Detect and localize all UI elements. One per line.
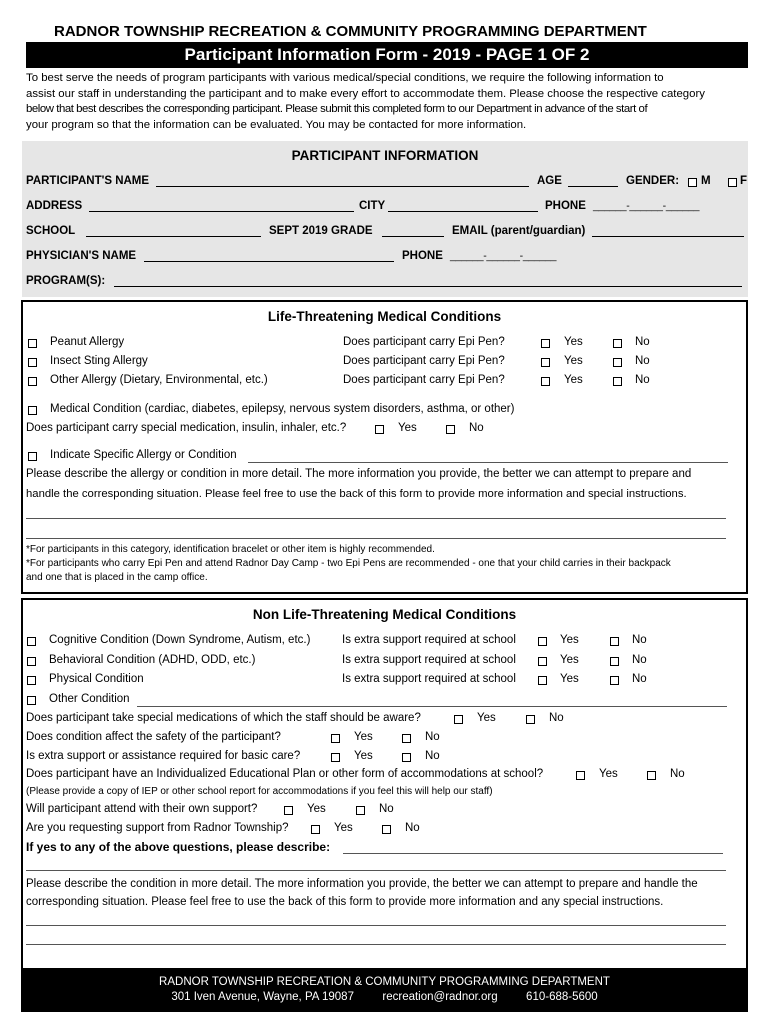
age-label: AGE <box>537 175 562 187</box>
indicate-field[interactable] <box>248 462 728 463</box>
note: and one that is placed in the camp office. <box>26 572 208 583</box>
epi-pen-question: Does participant carry Epi Pen? <box>343 374 505 386</box>
medical-condition-label: Medical Condition (cardiac, diabetes, epilepsy, nervous system disorders, asthma, or other) <box>50 403 515 415</box>
no-label: No <box>405 822 420 834</box>
describe-text: corresponding situation. Please feel free to use the back of this form to provide more information and any special instructions. <box>26 896 664 908</box>
support-question: Is extra support required at school <box>342 634 516 646</box>
no-label: No <box>425 731 440 743</box>
question-text: Is extra support or assistance required for basic care? <box>26 750 301 762</box>
condition-label: Physical Condition <box>49 673 144 685</box>
yes-label: Yes <box>564 374 583 386</box>
no-checkbox[interactable] <box>647 771 656 780</box>
life-threatening-section <box>21 300 748 594</box>
footer-department: RADNOR TOWNSHIP RECREATION & COMMUNITY PROGRAMMING DEPARTMENT <box>159 976 610 988</box>
other-condition-checkbox[interactable] <box>27 696 36 705</box>
no-checkbox[interactable] <box>526 715 535 724</box>
footer-contact <box>21 991 748 1003</box>
address-label: ADDRESS <box>26 200 83 212</box>
no-checkbox[interactable] <box>610 657 619 666</box>
no-label: No <box>469 422 484 434</box>
footer-address: 301 Iven Avenue, Wayne, PA 19087 <box>171 991 354 1003</box>
describe-field[interactable] <box>26 518 726 519</box>
participant-name-field[interactable] <box>156 175 529 187</box>
condition-label: Cognitive Condition (Down Syndrome, Autism, etc.) <box>49 634 311 646</box>
form-title: Participant Information Form - 2019 - PAGE 1 OF 2 <box>26 42 748 68</box>
no-label: No <box>635 336 650 348</box>
section-title: Life-Threatening Medical Conditions <box>267 309 502 324</box>
no-label: No <box>635 355 650 367</box>
support-question: Is extra support required at school <box>342 673 516 685</box>
yes-checkbox[interactable] <box>576 771 585 780</box>
no-label: No <box>549 712 564 724</box>
yes-checkbox[interactable] <box>454 715 463 724</box>
gender-f-checkbox[interactable] <box>728 178 737 187</box>
yes-label: Yes <box>354 750 373 762</box>
question-text: Will participant attend with their own support? <box>26 803 258 815</box>
epi-pen-question: Does participant carry Epi Pen? <box>343 336 505 348</box>
intro-line: To best serve the needs of program participants with various medical/special conditions, we require the following information to <box>26 72 664 84</box>
footer-email[interactable]: recreation@radnor.org <box>382 991 498 1003</box>
no-checkbox[interactable] <box>402 753 411 762</box>
no-label: No <box>635 374 650 386</box>
yes-checkbox[interactable] <box>538 676 547 685</box>
medication-question: Does participant carry special medication, insulin, inhaler, etc.? <box>26 422 347 434</box>
question-text: Does participant have an Individualized Educational Plan or other form of accommodations at school? <box>26 768 544 780</box>
support-question: Is extra support required at school <box>342 654 516 666</box>
yes-label: Yes <box>307 803 326 815</box>
question-text: Does participant take special medications of which the staff should be aware? <box>26 712 421 724</box>
yes-label: Yes <box>560 634 579 646</box>
yes-checkbox[interactable] <box>541 339 550 348</box>
no-label: No <box>632 634 647 646</box>
yes-label: Yes <box>564 355 583 367</box>
describe-text: handle the corresponding situation. Please feel free to use the back of this form to provide more information and special instructions. <box>26 488 687 500</box>
gender-label: GENDER: <box>626 175 680 187</box>
physician-field[interactable] <box>144 250 394 262</box>
insect-allergy-checkbox[interactable] <box>28 358 37 367</box>
no-checkbox[interactable] <box>613 377 622 386</box>
physician-label: PHYSICIAN'S NAME <box>26 250 137 262</box>
non-life-threatening-section <box>21 598 748 970</box>
yes-label: Yes <box>354 731 373 743</box>
yes-label: Yes <box>564 336 583 348</box>
yes-label: Yes <box>334 822 353 834</box>
physician-phone-label: PHONE <box>402 250 443 262</box>
describe-text: Please describe the condition in more detail. The more information you provide, the better we can attempt to prepare and handle the <box>26 878 698 890</box>
intro-line: assist our staff in understanding the participant and to make every effort to accommodate them. Please choose the respective category <box>26 87 705 100</box>
city-label: CITY <box>359 200 386 212</box>
indicate-label: Indicate Specific Allergy or Condition <box>50 449 237 461</box>
phone-field[interactable]: ______-______-______ <box>593 200 700 212</box>
no-checkbox[interactable] <box>402 734 411 743</box>
phone-label: PHONE <box>545 200 586 212</box>
school-label: SCHOOL <box>26 225 76 237</box>
condition-label: Behavioral Condition (ADHD, ODD, etc.) <box>49 654 256 666</box>
no-label: No <box>379 803 394 815</box>
no-label: No <box>632 654 647 666</box>
no-checkbox[interactable] <box>613 339 622 348</box>
yes-checkbox[interactable] <box>541 377 550 386</box>
no-label: No <box>425 750 440 762</box>
yes-checkbox[interactable] <box>284 806 293 815</box>
email-field[interactable] <box>592 225 744 237</box>
allergy-label: Insect Sting Allergy <box>50 355 148 367</box>
yes-label: Yes <box>560 673 579 685</box>
grade-field[interactable] <box>382 225 444 237</box>
other-allergy-checkbox[interactable] <box>28 377 37 386</box>
note: *For participants in this category, identification bracelet or other item is highly recommended. <box>26 544 435 555</box>
iep-note: (Please provide a copy of IEP or other school report for accommodations if you feel this will help our staff) <box>26 786 493 797</box>
gender-m-checkbox[interactable] <box>688 178 697 187</box>
if-yes-field[interactable] <box>26 870 726 871</box>
behavioral-checkbox[interactable] <box>27 657 36 666</box>
no-checkbox[interactable] <box>446 425 455 434</box>
yes-label: Yes <box>398 422 417 434</box>
intro-line: below that best describes the corresponding participant. Please submit this completed form to our Department in advance of the start of <box>26 103 648 115</box>
peanut-allergy-checkbox[interactable] <box>28 339 37 348</box>
medical-condition-checkbox[interactable] <box>28 406 37 415</box>
other-condition-field[interactable] <box>137 706 727 707</box>
no-checkbox[interactable] <box>610 637 619 646</box>
intro-line: your program so that the information can be evaluated. You may be contacted for more information. <box>26 118 527 131</box>
yes-checkbox[interactable] <box>538 657 547 666</box>
physician-phone-field[interactable]: ______-______-______ <box>450 250 557 262</box>
gender-m-label: M <box>701 175 711 187</box>
yes-label: Yes <box>560 654 579 666</box>
other-condition-label: Other Condition <box>49 693 130 705</box>
yes-checkbox[interactable] <box>538 637 547 646</box>
yes-checkbox[interactable] <box>331 753 340 762</box>
yes-checkbox[interactable] <box>375 425 384 434</box>
yes-checkbox[interactable] <box>311 825 320 834</box>
no-checkbox[interactable] <box>382 825 391 834</box>
gender-f-label: F <box>740 175 748 187</box>
cognitive-checkbox[interactable] <box>27 637 36 646</box>
intro-text <box>26 71 746 133</box>
yes-label: Yes <box>477 712 496 724</box>
describe-field[interactable] <box>26 944 726 945</box>
no-label: No <box>670 768 685 780</box>
name-label: PARTICIPANT'S NAME <box>26 175 150 187</box>
yes-checkbox[interactable] <box>331 734 340 743</box>
allergy-label: Peanut Allergy <box>50 336 125 348</box>
section-title: PARTICIPANT INFORMATION <box>291 148 479 163</box>
describe-field[interactable] <box>26 925 726 926</box>
participant-info-section <box>22 141 748 297</box>
physical-checkbox[interactable] <box>27 676 36 685</box>
no-label: No <box>632 673 647 685</box>
department-heading: RADNOR TOWNSHIP RECREATION & COMMUNITY PROGRAMMING DEPARTMENT <box>54 23 647 40</box>
allergy-label: Other Allergy (Dietary, Environmental, etc.) <box>50 374 268 386</box>
if-yes-label: If yes to any of the above questions, please describe: <box>26 840 331 854</box>
city-field[interactable] <box>388 200 538 212</box>
yes-checkbox[interactable] <box>541 358 550 367</box>
question-text: Does condition affect the safety of the participant? <box>26 731 281 743</box>
programs-field[interactable] <box>114 275 742 287</box>
no-checkbox[interactable] <box>610 676 619 685</box>
describe-text: Please describe the allergy or condition in more detail. The more information you provide, the better we can attempt to prepare and <box>26 468 692 480</box>
school-field[interactable] <box>86 225 261 237</box>
note: *For participants who carry Epi Pen and attend Radnor Day Camp - two Epi Pens are recommended - one that your child carries in their backpack <box>26 558 671 569</box>
no-checkbox[interactable] <box>356 806 365 815</box>
email-label: EMAIL (parent/guardian) <box>452 225 586 237</box>
age-field[interactable] <box>568 175 618 187</box>
footer <box>21 970 748 1012</box>
question-text: Are you requesting support from Radnor Township? <box>26 822 289 834</box>
epi-pen-question: Does participant carry Epi Pen? <box>343 355 505 367</box>
indicate-checkbox[interactable] <box>28 452 37 461</box>
section-title: Non Life-Threatening Medical Conditions <box>252 607 517 622</box>
describe-field[interactable] <box>26 538 726 539</box>
footer-phone: 610-688-5600 <box>526 991 598 1003</box>
grade-label: SEPT 2019 GRADE <box>269 225 373 237</box>
no-checkbox[interactable] <box>613 358 622 367</box>
yes-label: Yes <box>599 768 618 780</box>
address-field[interactable] <box>89 200 354 212</box>
programs-label: PROGRAM(S): <box>26 275 106 287</box>
if-yes-field[interactable] <box>343 853 723 854</box>
